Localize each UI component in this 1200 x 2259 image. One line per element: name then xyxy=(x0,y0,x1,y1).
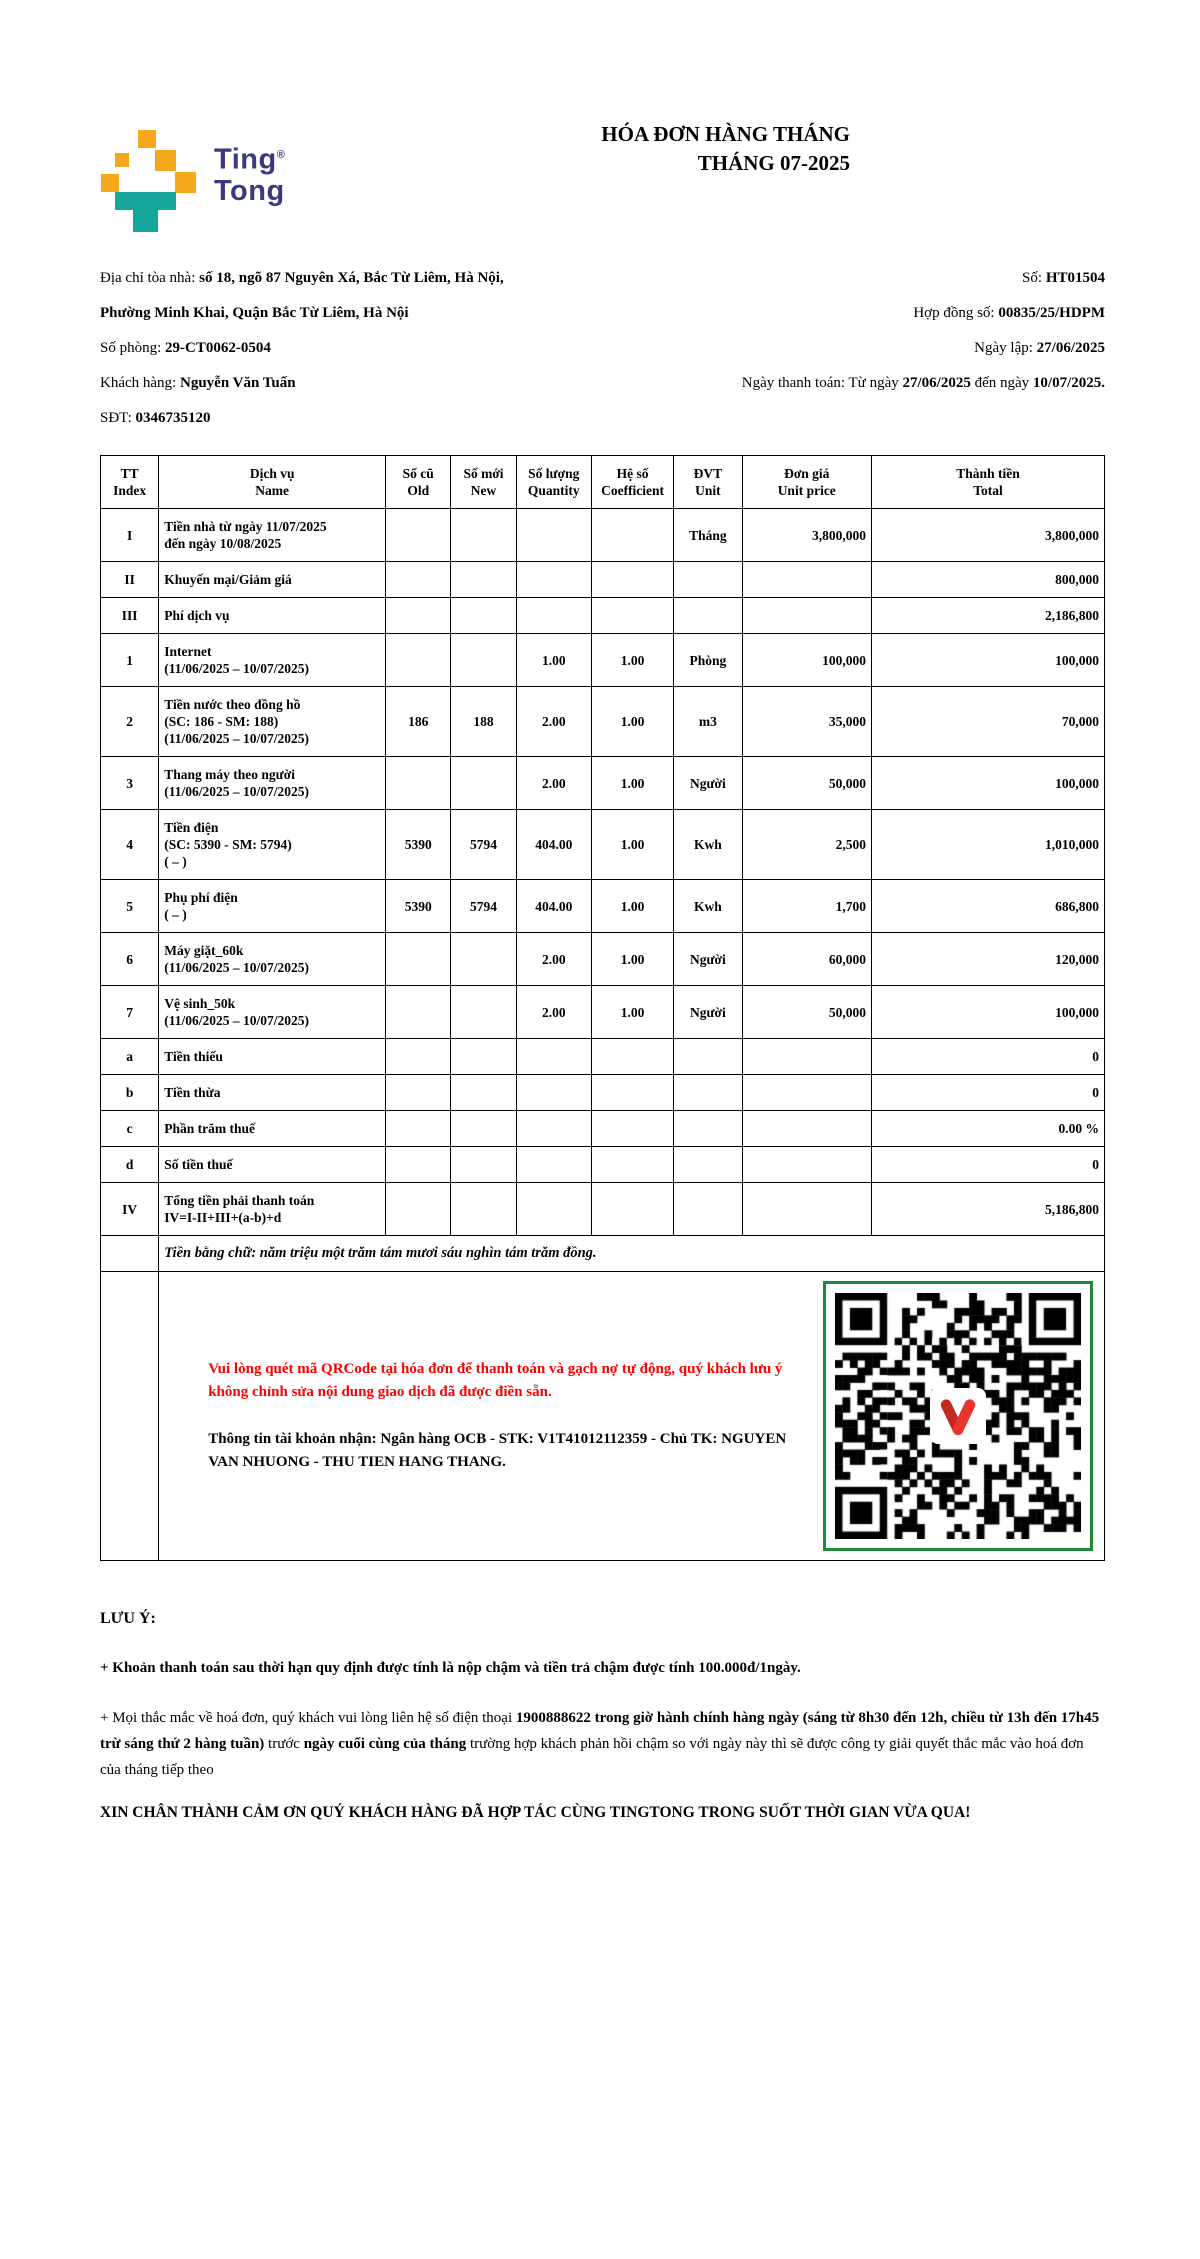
cell-qty xyxy=(516,1111,591,1147)
hotline-note: + Mọi thắc mắc về hoá đơn, quý khách vui lòng liên hệ số điện thoại 1900888622 trong giờ hành chính hàng ngày (sáng từ 8h30 đến 12h, chiều từ 13h đến 17h45 trừ sáng thứ 2 hàng tuần) trước ngày cuối cùng của tháng trường hợp khách phản hồi chậm so với ngày này thì sẽ được công ty giải quyết thắc mắc vào hoá đơn của tháng tiếp theo xyxy=(100,1710,1100,1778)
table-row xyxy=(101,598,1105,634)
cell-qty xyxy=(516,562,591,598)
cell-new xyxy=(451,1111,516,1147)
cell-name: Tổng tiền phải thanh toán IV=I-II+III+(a-b)+d xyxy=(159,1183,386,1236)
cell-coef xyxy=(591,1183,673,1236)
cell-qty xyxy=(516,1075,591,1111)
cell-unit xyxy=(674,1075,742,1111)
cell-name: Tiền thừa xyxy=(159,1075,386,1111)
invoice-info xyxy=(100,268,1105,443)
cell-coef: 1.00 xyxy=(591,933,673,986)
cell-name: Khuyến mại/Giảm giá xyxy=(159,562,386,598)
column-header: Số mới New xyxy=(451,456,516,509)
cell-tt: 3 xyxy=(101,757,159,810)
logo-ting: Ting xyxy=(214,143,277,176)
cell-price xyxy=(742,1039,872,1075)
cell-tt: d xyxy=(101,1147,159,1183)
cell-empty xyxy=(101,1272,159,1561)
cell-unit xyxy=(674,1039,742,1075)
building-address-line2: Phường Minh Khai, Quận Bắc Từ Liêm, Hà Nội xyxy=(100,305,409,321)
cell-new xyxy=(451,757,516,810)
table-row xyxy=(101,757,1105,810)
cell-unit xyxy=(674,598,742,634)
cell-coef: 1.00 xyxy=(591,880,673,933)
cell-price: 35,000 xyxy=(742,687,872,757)
cell-qty: 2.00 xyxy=(516,933,591,986)
cell-tt: 7 xyxy=(101,986,159,1039)
cell-total: 100,000 xyxy=(872,986,1105,1039)
table-row xyxy=(101,880,1105,933)
thank-you-message: XIN CHÂN THÀNH CẢM ƠN QUÝ KHÁCH HÀNG ĐÃ HỢP TÁC CÙNG TINGTONG TRONG SUỐT THỜI GIAN VỪA QUA! xyxy=(100,1804,971,1821)
cell-total: 0 xyxy=(872,1039,1105,1075)
cell-new xyxy=(451,1183,516,1236)
registered-mark: ® xyxy=(276,149,286,161)
qr-warning-note: Vui lòng quét mã QRCode tại hóa đơn để thanh toán và gạch nợ tự động, quý khách lưu ý không chỉnh sửa nội dung giao dịch đã được điền sẵn. xyxy=(208,1361,783,1400)
invoice-meta xyxy=(673,268,1105,443)
company-logo-text xyxy=(214,120,285,232)
cell-total: 0 xyxy=(872,1075,1105,1111)
cell-new xyxy=(451,598,516,634)
cell-tt: II xyxy=(101,562,159,598)
cell-price: 50,000 xyxy=(742,986,872,1039)
table-body xyxy=(101,509,1105,1236)
cell-total: 1,010,000 xyxy=(872,810,1105,880)
cell-unit: Tháng xyxy=(674,509,742,562)
cell-unit: Người xyxy=(674,986,742,1039)
table-row xyxy=(101,634,1105,687)
table-row xyxy=(101,562,1105,598)
payment-instructions xyxy=(164,1358,823,1474)
cell-tt: III xyxy=(101,598,159,634)
cell-price xyxy=(742,1075,872,1111)
cell-coef xyxy=(591,509,673,562)
amount-in-words-value: năm triệu một trăm tám mươi sáu nghìn tám trăm đồng. xyxy=(259,1245,597,1261)
contract-number: Hợp đồng số: 00835/25/HDPM xyxy=(913,305,1105,321)
cell-price xyxy=(742,562,872,598)
cell-empty xyxy=(101,1236,159,1272)
cell-coef: 1.00 xyxy=(591,757,673,810)
cell-price xyxy=(742,1111,872,1147)
cell-price xyxy=(742,1147,872,1183)
cell-price: 1,700 xyxy=(742,880,872,933)
cell-qty: 2.00 xyxy=(516,687,591,757)
bank-account-info: Thông tin tài khoản nhận: Ngân hàng OCB - STK: V1T41012112359 - Chủ TK: NGUYEN VAN NHUONG - THU TIEN HANG THANG. xyxy=(208,1431,787,1470)
cell-price: 50,000 xyxy=(742,757,872,810)
table-row xyxy=(101,509,1105,562)
cell-tt: 2 xyxy=(101,687,159,757)
table-row xyxy=(101,687,1105,757)
cell-tt: a xyxy=(101,1039,159,1075)
column-header: Đơn giá Unit price xyxy=(742,456,872,509)
column-header: Hệ số Coefficient xyxy=(591,456,673,509)
logo-tong: Tong xyxy=(214,174,285,207)
cell-name: Phí dịch vụ xyxy=(159,598,386,634)
table-row xyxy=(101,1147,1105,1183)
cell-unit xyxy=(674,1111,742,1147)
cell-total: 686,800 xyxy=(872,880,1105,933)
cell-old: 5390 xyxy=(386,880,451,933)
qr-row xyxy=(101,1272,1105,1561)
cell-new xyxy=(451,1075,516,1111)
cell-tt: c xyxy=(101,1111,159,1147)
cell-old xyxy=(386,509,451,562)
cell-total: 100,000 xyxy=(872,634,1105,687)
cell-new xyxy=(451,986,516,1039)
cell-name: Phần trăm thuế xyxy=(159,1111,386,1147)
cell-total: 2,186,800 xyxy=(872,598,1105,634)
cell-new xyxy=(451,562,516,598)
payment-section xyxy=(159,1272,1105,1561)
cell-old xyxy=(386,1039,451,1075)
cell-price xyxy=(742,1183,872,1236)
cell-old xyxy=(386,1075,451,1111)
cell-unit: m3 xyxy=(674,687,742,757)
cell-name: Số tiền thuế xyxy=(159,1147,386,1183)
amount-in-words xyxy=(159,1236,1105,1272)
cell-price: 100,000 xyxy=(742,634,872,687)
cell-coef: 1.00 xyxy=(591,687,673,757)
cell-coef: 1.00 xyxy=(591,810,673,880)
column-header: TT Index xyxy=(101,456,159,509)
cell-name: Internet (11/06/2025 – 10/07/2025) xyxy=(159,634,386,687)
amount-in-words-row xyxy=(101,1236,1105,1272)
late-payment-note: + Khoản thanh toán sau thời hạn quy định được tính là nộp chậm và tiền trả chậm được tính 100.000đ/1ngày. xyxy=(100,1660,801,1676)
cell-old xyxy=(386,1183,451,1236)
cell-old xyxy=(386,598,451,634)
cell-qty: 2.00 xyxy=(516,757,591,810)
cell-price: 3,800,000 xyxy=(742,509,872,562)
cell-new xyxy=(451,1147,516,1183)
tingtong-logo-icon xyxy=(100,120,200,232)
cell-name: Tiền thiếu xyxy=(159,1039,386,1075)
cell-old xyxy=(386,634,451,687)
cell-name: Tiền điện (SC: 5390 - SM: 5794) ( – ) xyxy=(159,810,386,880)
cell-old xyxy=(386,757,451,810)
cell-new: 5794 xyxy=(451,810,516,880)
qr-code xyxy=(823,1281,1093,1551)
qr-code-box xyxy=(823,1281,1093,1551)
cell-old: 5390 xyxy=(386,810,451,880)
cell-total: 70,000 xyxy=(872,687,1105,757)
column-header: Số cũ Old xyxy=(386,456,451,509)
column-header: Dịch vụ Name xyxy=(159,456,386,509)
cell-new xyxy=(451,1039,516,1075)
cell-name: Máy giặt_60k (11/06/2025 – 10/07/2025) xyxy=(159,933,386,986)
cell-total: 120,000 xyxy=(872,933,1105,986)
issue-date: Ngày lập: 27/06/2025 xyxy=(974,340,1105,356)
cell-old: 186 xyxy=(386,687,451,757)
cell-tt: 5 xyxy=(101,880,159,933)
invoice-title: HÓA ĐƠN HÀNG THÁNG THÁNG 07-2025 xyxy=(601,122,850,175)
cell-name: Phụ phí điện ( – ) xyxy=(159,880,386,933)
cell-total: 0.00 % xyxy=(872,1111,1105,1147)
table-row xyxy=(101,1075,1105,1111)
customer-name: Khách hàng: Nguyễn Văn Tuấn xyxy=(100,375,296,391)
cell-price xyxy=(742,598,872,634)
notes-heading: LƯU Ý: xyxy=(100,1610,156,1627)
cell-coef xyxy=(591,1075,673,1111)
cell-qty xyxy=(516,1039,591,1075)
cell-coef xyxy=(591,1039,673,1075)
cell-tt: b xyxy=(101,1075,159,1111)
room-number: Số phòng: 29-CT0062-0504 xyxy=(100,340,271,356)
company-logo xyxy=(100,120,285,232)
invoice-number: Số: HT01504 xyxy=(1022,270,1105,286)
cell-total: 5,186,800 xyxy=(872,1183,1105,1236)
cell-new xyxy=(451,634,516,687)
cell-unit: Kwh xyxy=(674,810,742,880)
cell-qty xyxy=(516,1147,591,1183)
cell-qty: 404.00 xyxy=(516,880,591,933)
table-header xyxy=(101,456,1105,509)
cell-total: 0 xyxy=(872,1147,1105,1183)
cell-total: 3,800,000 xyxy=(872,509,1105,562)
cell-coef xyxy=(591,562,673,598)
cell-coef: 1.00 xyxy=(591,986,673,1039)
cell-coef xyxy=(591,1147,673,1183)
invoice-header xyxy=(100,120,1105,238)
column-header: ĐVT Unit xyxy=(674,456,742,509)
cell-unit: Kwh xyxy=(674,880,742,933)
cell-unit xyxy=(674,1147,742,1183)
cell-old xyxy=(386,933,451,986)
cell-tt: IV xyxy=(101,1183,159,1236)
cell-old xyxy=(386,1147,451,1183)
cell-new xyxy=(451,509,516,562)
cell-old xyxy=(386,562,451,598)
cell-coef xyxy=(591,598,673,634)
cell-tt: 6 xyxy=(101,933,159,986)
column-header: Số lượng Quantity xyxy=(516,456,591,509)
customer-info xyxy=(100,268,673,443)
cell-name: Tiền nước theo đồng hồ (SC: 186 - SM: 188) (11/06/2025 – 10/07/2025) xyxy=(159,687,386,757)
cell-coef xyxy=(591,1111,673,1147)
cell-unit xyxy=(674,1183,742,1236)
invoice-footer xyxy=(100,1607,1105,1825)
cell-price: 60,000 xyxy=(742,933,872,986)
cell-price: 2,500 xyxy=(742,810,872,880)
table-row xyxy=(101,986,1105,1039)
building-address-line1: Địa chỉ tòa nhà: số 18, ngõ 87 Nguyên Xá, Bắc Từ Liêm, Hà Nội, xyxy=(100,270,504,286)
cell-qty: 1.00 xyxy=(516,634,591,687)
cell-qty: 2.00 xyxy=(516,986,591,1039)
cell-tt: 4 xyxy=(101,810,159,880)
cell-qty xyxy=(516,509,591,562)
cell-qty xyxy=(516,1183,591,1236)
cell-qty xyxy=(516,598,591,634)
cell-name: Tiền nhà từ ngày 11/07/2025 đến ngày 10/08/2025 xyxy=(159,509,386,562)
cell-unit: Người xyxy=(674,757,742,810)
table-row xyxy=(101,1039,1105,1075)
cell-tt: 1 xyxy=(101,634,159,687)
cell-qty: 404.00 xyxy=(516,810,591,880)
cell-new: 188 xyxy=(451,687,516,757)
cell-coef: 1.00 xyxy=(591,634,673,687)
cell-unit: Phòng xyxy=(674,634,742,687)
cell-name: Thang máy theo người (11/06/2025 – 10/07/2025) xyxy=(159,757,386,810)
qr-center-logo-icon xyxy=(930,1388,986,1444)
cell-unit: Người xyxy=(674,933,742,986)
charges-table xyxy=(100,455,1105,1561)
customer-phone: SĐT: 0346735120 xyxy=(100,410,211,426)
cell-new: 5794 xyxy=(451,880,516,933)
cell-name: Vệ sinh_50k (11/06/2025 – 10/07/2025) xyxy=(159,986,386,1039)
cell-total: 800,000 xyxy=(872,562,1105,598)
column-header: Thành tiền Total xyxy=(872,456,1105,509)
table-row xyxy=(101,1183,1105,1236)
cell-old xyxy=(386,1111,451,1147)
table-row xyxy=(101,810,1105,880)
cell-tt: I xyxy=(101,509,159,562)
amount-in-words-label: Tiền bằng chữ: xyxy=(164,1245,260,1261)
cell-total: 100,000 xyxy=(872,757,1105,810)
cell-unit xyxy=(674,562,742,598)
table-row xyxy=(101,933,1105,986)
table-row xyxy=(101,1111,1105,1147)
cell-old xyxy=(386,986,451,1039)
payment-period: Ngày thanh toán: Từ ngày 27/06/2025 đến ngày 10/07/2025. xyxy=(741,375,1105,391)
cell-new xyxy=(451,933,516,986)
